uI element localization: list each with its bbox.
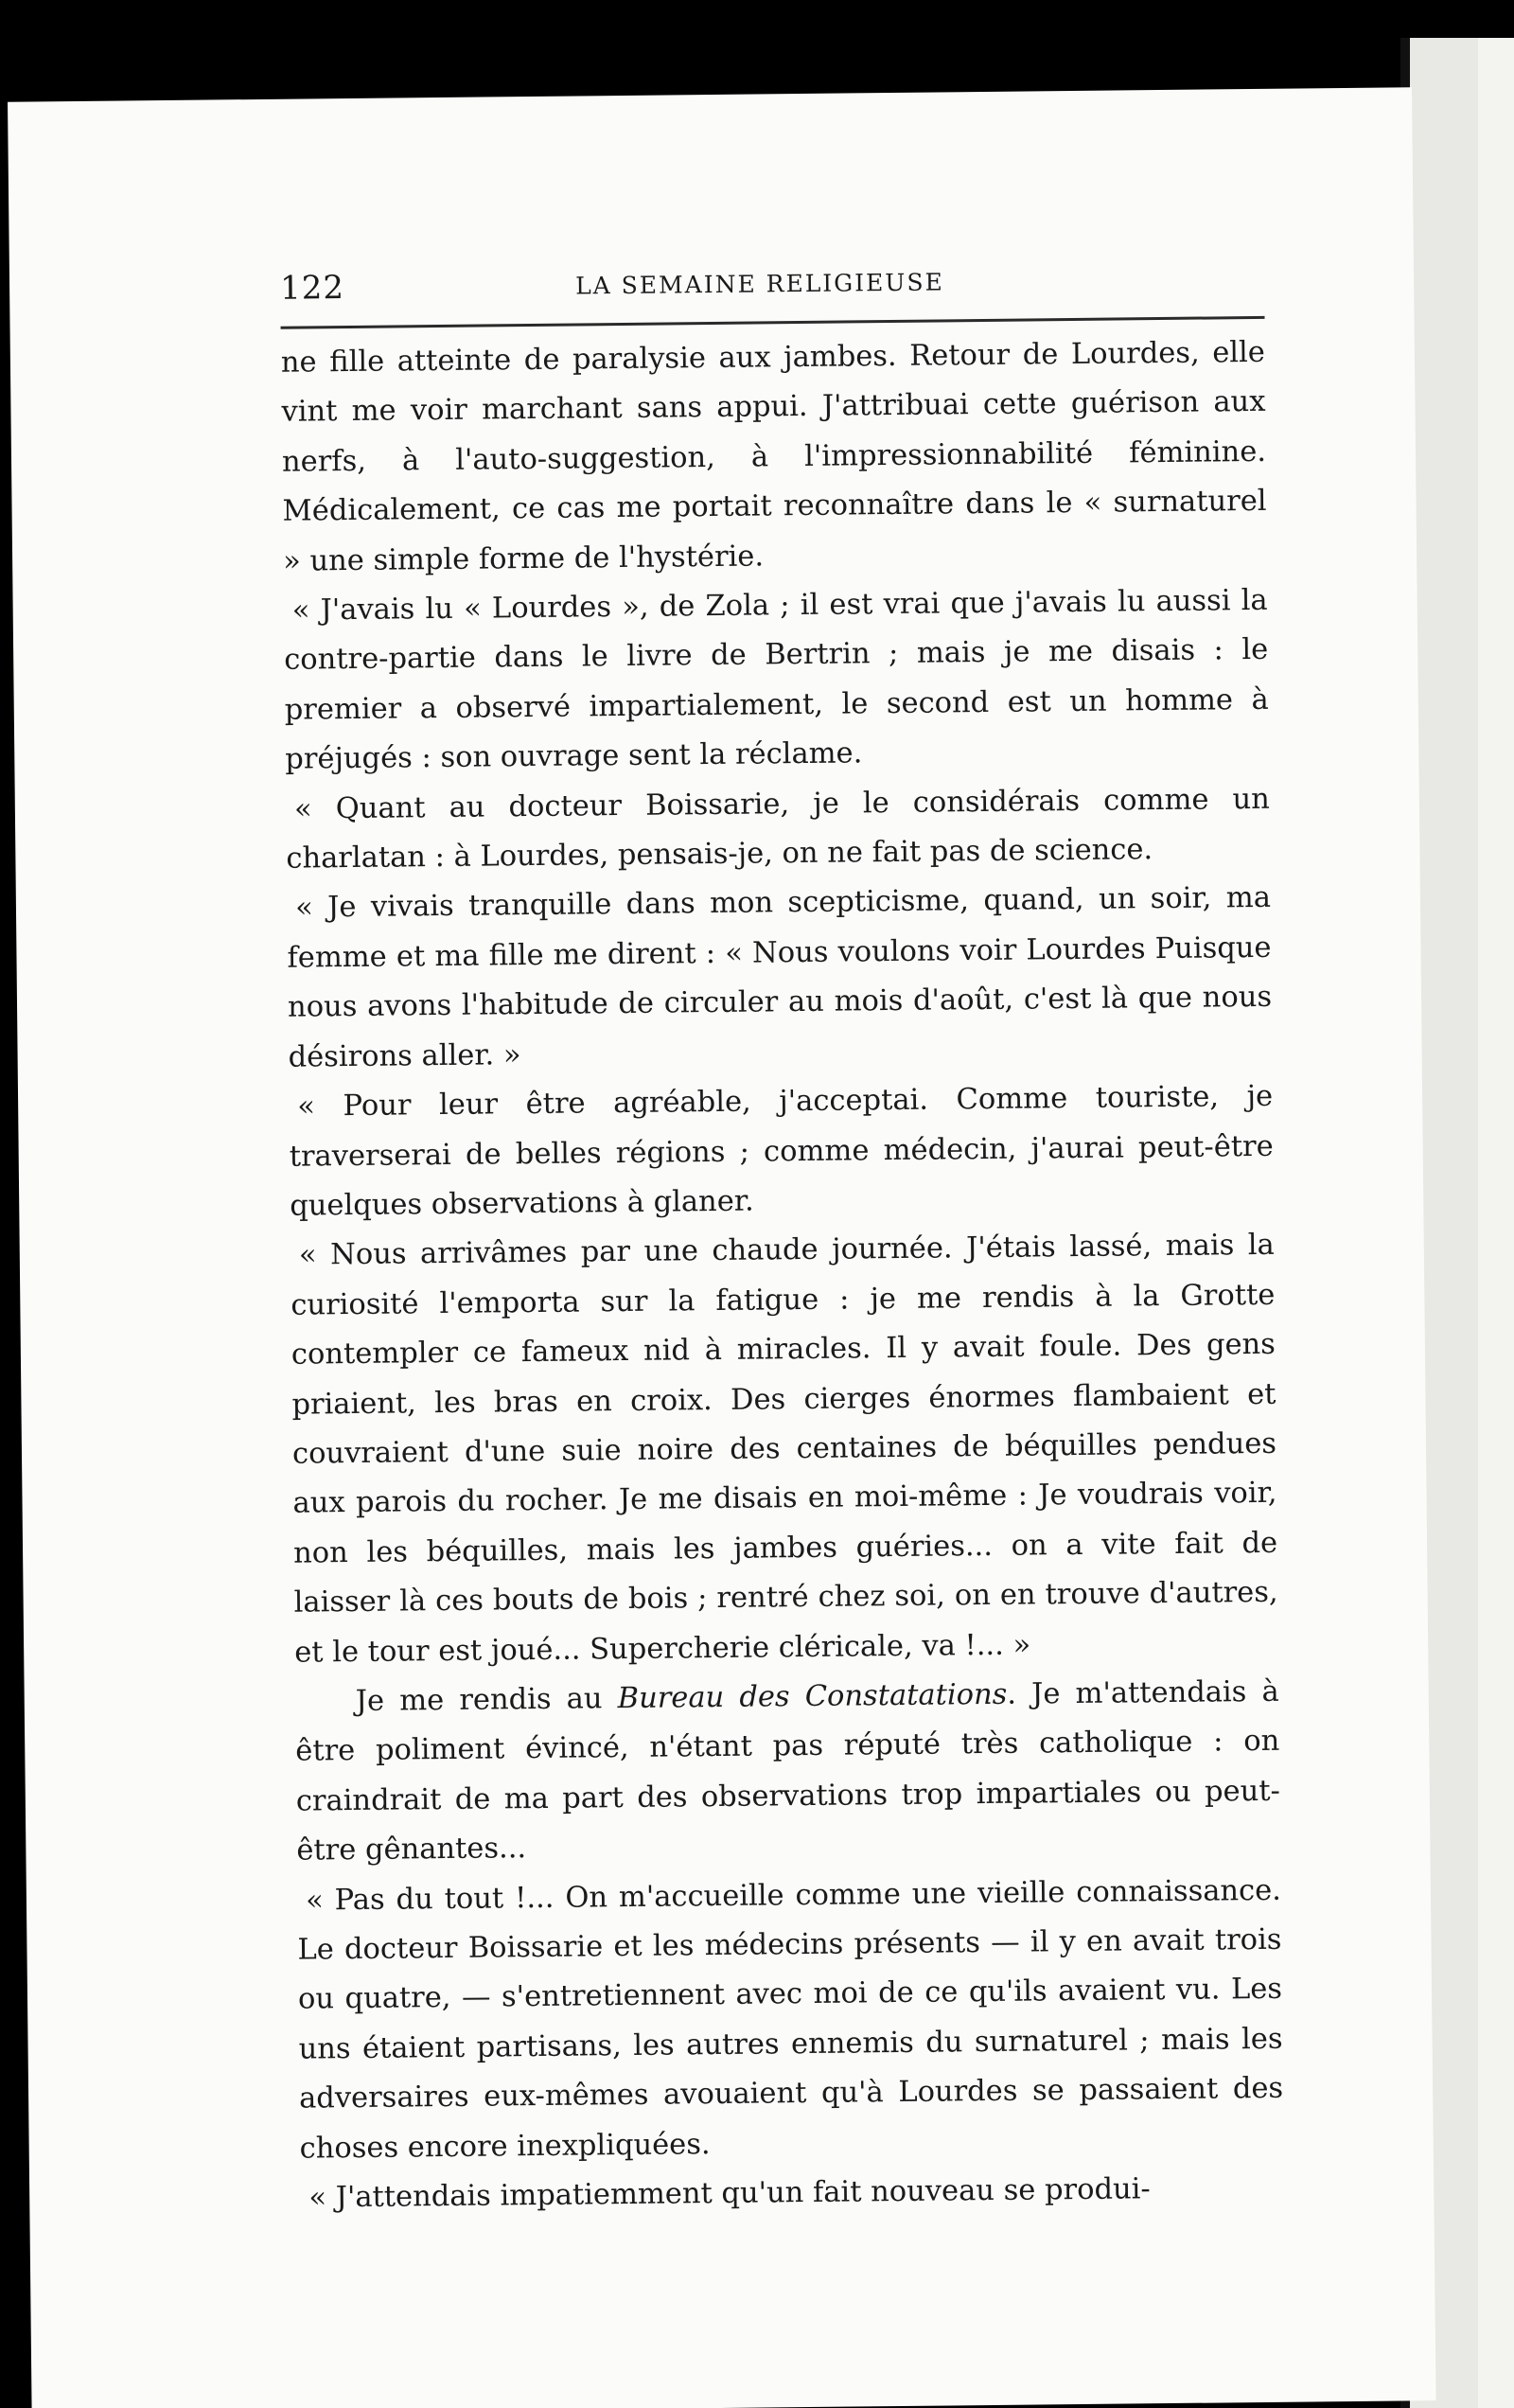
paragraph-bureau-before: Je me rendis au — [355, 1682, 618, 1718]
paragraph-grotte: « Nous arrivâmes par une chaude journée. J'étais lassé, mais la curiosité l'emporta sur la fatigue : je me rendis à la Grotte contempler ce fameux nid à miracles. Il y avait foule. Des gens priaient, les bras en croix. Des cierges énormes flambaient et couvraient d'une suie noire des centaines de béquilles pendues aux parois du rocher. Je me disais en moi-même : Je voudrais voir, non les béquilles, mais les jambes guéries... on a vite fait de laisser là ces bouts de bois ; rentré chez soi, on en trouve d'autres, et le tour est joué... Supercherie cléricale, va !... » — [290, 1229, 1278, 1670]
paragraph-scepticisme: « Je vivais tranquille dans mon scepticisme, quand, un soir, ma femme et ma fille me dirent : « Nous voulons voir Lourdes Puisque nous avons l'habitude de circuler au mois d'août, c'est là que nous désirons aller. » — [287, 881, 1273, 1074]
page-content — [280, 259, 1285, 2223]
paragraph-bureau — [294, 1668, 1280, 1877]
paragraph-bureau-after: . Je m'attendais à être poliment évincé, n'étant pas réputé très catholique : on craindrait de ma part des observations trop impartiales ou peut-être gênantes... — [295, 1674, 1280, 1868]
paragraph-final: « J'attendais impatiemment qu'un fait nouveau se produi- — [308, 2172, 1151, 2215]
paragraph-boissarie: « Quant au docteur Boissarie, je le considérais comme un charlatan : à Lourdes, pensais-je, on ne fait pas de science. — [286, 782, 1271, 876]
running-title: LA SEMAINE RELIGIEUSE — [574, 268, 944, 300]
page-number: 122 — [279, 269, 345, 308]
book-page — [8, 87, 1436, 2408]
paragraph-agreable: « Pour leur être agréable, j'acceptai. Comme touriste, je traverserai de belles régions ; comme médecin, j'aurai peut-être quelques observations à glaner. — [289, 1079, 1274, 1223]
paragraph-accueil: « Pas du tout !... On m'accueille comme une vieille connaissance. Le docteur Boissarie et les médecins présents — il y en avait trois ou quatre, — s'entretiennent avec moi de ce qu'ils avaient vu. Les uns étaient partisans, les autres ennemis du surnaturel ; mais les adversaires eux-mêmes avouaient qu'à Lourdes se passaient des choses encore inexpliquées. — [297, 1873, 1284, 2166]
paragraph-bureau-italic: Bureau des Constatations — [617, 1677, 1008, 1716]
paragraph-zola: « J'avais lu « Lourdes », de Zola ; il est vrai que j'avais lu aussi la contre-partie dans le livre de Bertrin ; mais je me disais : le premier a observé impartialement, le second est un homme à préjugés : son ouvrage sent la réclame. — [284, 583, 1269, 776]
paragraph-continuation: ne fille atteinte de paralysie aux jambes. Retour de Lourdes, elle vint me voir marchant sans appui. J'attribuai cette guérison aux nerfs, à l'auto-suggestion, à l'impressionnabilité féminine. Médicalement, ce cas me portait reconnaître dans le « surnaturel » une simple forme de l'hystérie. — [280, 335, 1267, 578]
body-text — [281, 328, 1285, 2223]
page-header — [280, 259, 1265, 329]
facing-page-strip — [1478, 38, 1514, 2408]
